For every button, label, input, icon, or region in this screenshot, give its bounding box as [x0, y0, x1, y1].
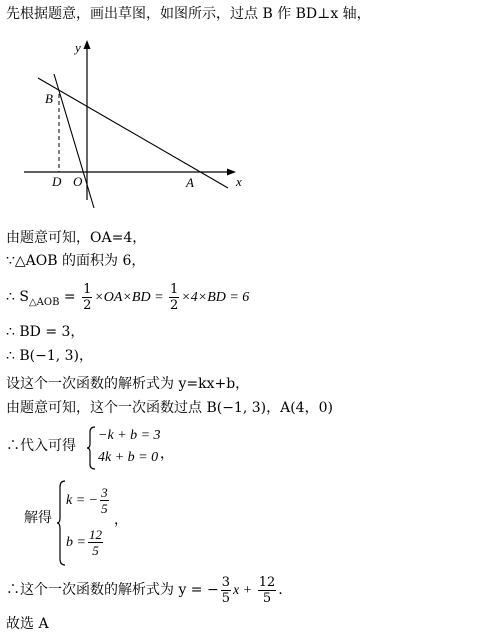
solution-comma: ，: [114, 512, 128, 528]
line-assume: 设这个一次函数的解析式为 y=kx+b，: [6, 376, 250, 392]
line-point-b: ∴ B(−1, 3)，: [6, 348, 94, 364]
solution-k: k = − $\frac{3}{5}$: [66, 484, 108, 516]
equation-2: 4k + b = 0: [98, 450, 159, 465]
line-area: ∵△AOB 的面积为 6，: [6, 253, 146, 269]
line-solve: 解得: [24, 510, 52, 526]
x-axis-arrow: [227, 169, 236, 176]
fraction-half-1: $\frac{1}{2}$: [83, 281, 92, 313]
line-area-formula: ∴ $S_{\triangle AOB}$ = $\frac{1}{2}$ ×OA×BD = $\frac{1}{2}$ ×4×BD = 6: [6, 281, 250, 313]
label-D: D: [52, 174, 62, 189]
line-bd: ∴ BD = 3，: [6, 324, 85, 340]
system-comma: ，: [160, 446, 174, 462]
fraction-half-2: $\frac{1}{2}$: [170, 281, 179, 313]
label-x: x: [236, 174, 242, 189]
label-B: B: [45, 91, 53, 106]
label-y: y: [75, 40, 81, 55]
coordinate-sketch: [20, 40, 260, 210]
label-A: A: [186, 175, 194, 190]
answer-line: 故选 A: [6, 616, 49, 632]
line-points: 由题意可知，这个一次函数过点 B(−1, 3)，A(4，0): [6, 400, 333, 416]
fraction-k: $\frac{3}{5}$: [101, 484, 108, 516]
line-result: ∴这个一次函数的解析式为 y = − $\frac{3}{5}$ x + $\frac{12}{5}$ .: [6, 574, 283, 606]
line-oa: 由题意可知，OA=4，: [6, 230, 147, 246]
fraction-intercept: $\frac{12}{5}$: [258, 574, 276, 606]
fraction-slope: $\frac{3}{5}$: [221, 574, 231, 606]
y-axis-arrow: [84, 40, 91, 49]
label-O: O: [73, 174, 83, 189]
line-system: ∴代入可得: [6, 438, 76, 454]
fraction-b: $\frac{12}{5}$: [88, 526, 102, 558]
intro-line: 先根据题意，画出草图，如图所示，过点 B 作 BD⊥x 轴，: [6, 6, 371, 22]
area-subscript: △AOB: [28, 296, 60, 308]
system-brace: [86, 426, 96, 470]
equation-1: −k + b = 3: [98, 428, 161, 443]
solution-b: b = $\frac{12}{5}$: [66, 526, 102, 558]
solution-brace: [56, 480, 66, 566]
